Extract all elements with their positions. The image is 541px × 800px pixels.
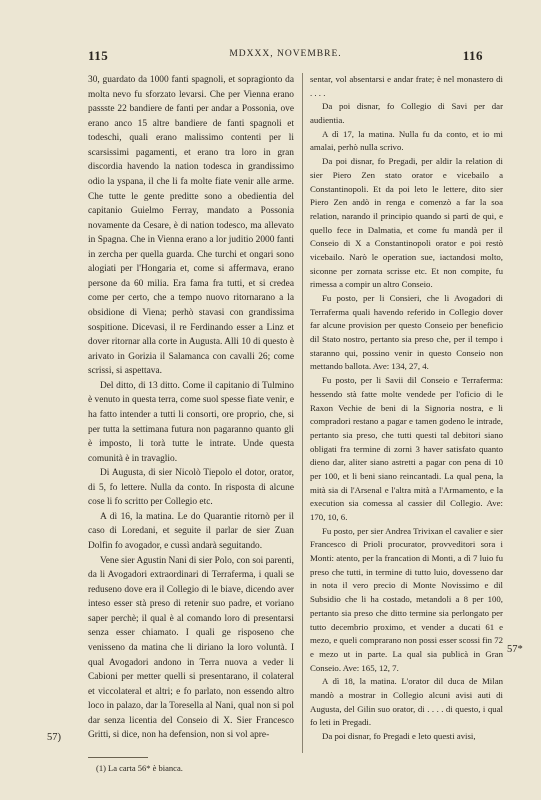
paragraph: Del ditto, di 13 ditto. Come il capitanio di Tulmino è venuto in questa terra, come suol spesse fiate venir, e ha fatto intender a tutti li consorti, ore proprio, che, si per tutta la settimana futura non pagaranno quanto gli è imposto, li torà tutte le intrate. Unde questa comunità è in travaglio. [88,380,294,464]
paragraph: Fu posto, per sier Andrea Trivixan el cavalier e sier Francesco di Prioli procurator, provveditori sora i Monti: atento, per la francation di Monti, a dì 7 luio fu preso che tutti, in termine di tutto luio, dovesseno dar in nota il vero precio di Monte Novissimo e dil Subsidio che li ha costado, metandoli a 8 per 100, pertanto sia preso che ditto termine sia perlongato per tutto decembrio proximo, et vender a ducati 61 e mezo, e queli comprarano non possi esser scossi fin 72 e mezo ut in parte. La qual sia publicà in Gran Conseio. Ave: 165, 12, 7. [310,525,503,673]
paragraph: Di Augusta, di sier Nicolò Tiepolo el dotor, orator, di 5, fo lettere. Nulla da conto. In risposta di alcune cose li fo scritto per Collegio etc. [88,468,294,508]
right-column [310,73,503,744]
paragraph: A dì 18, la matina. L'orator dil duca de Milan mandò a mostrar in Collegio alcuni avisi auti di Augusta, del Gilin suo orator, di . . . . di questo, i qual fo leti in Pregadi. [310,676,503,728]
running-header [88,48,483,70]
paragraph: 30, guardato da 1000 fanti spagnoli, et sopragionto da molta nevo fu sforzato levarsi. Che per Vienna erano passste 22 bandiere de fanti per andar a Possonia, ove erano anco 15 altre bandiere de fanti spagnoli et todeschi, quali erano malissimo contenti per li scarsissimi pagamenti, et erano tra loro in gran discordia havendo la nation todesca in grandissimo odio la yspana, il che li fa molte fiate venir alle arme. Che tutte le gente preditte sono a obedientia del capitanio Guielmo Ferray, mandato a Possonia novamente da Cesare, è di nation todesco, ma allevato in Spagna. Che in Vienna erano a lor juditio 2000 fanti in zercha per quella guarda. Che turchi et ongari sono alogiati per l'Hongaria et, come si affermava, erano persone da 60 milia. Era fama fra tutti, et si credea come per certo, che a tempo nuovo ritornarano a la obsidione di Viena; perhò stavasi con grandissima sospitione. Dicevasi, il re Ferdinando esser a Linz et dover ritornar alla corte in Augusta. Alli 10 di questo è arivato in Gorizia il Salamanca con cavalli 26; come scrissi, si aspettava. [88,75,294,377]
column-divider [302,73,303,753]
paragraph: A dì 17, la matina. Nulla fu da conto, et io mi amalai, perhò nulla scrivo. [310,128,503,153]
paragraph: Da poi disnar, fo Pregadi e leto questi avisi, [322,731,476,741]
left-column [88,73,294,743]
footnote: (1) La carta 56* è bianca. [96,763,183,773]
margin-note-right: 57* [507,644,523,655]
footnote-rule [88,757,148,758]
paragraph: Da poi disnar, fo Pregadi, per aldir la relation di sier Piero Zen stato orator e vicebailo a Constantinopoli. Et da poi leto le lettere, dito sier Piero Zen andò in renga e comenzò a far la soa relation, narando il principio quando si partì de qui, e quello fece in Dalmatia, et come fu mandà per il Conseio di X a Constantinopoli orator e poi restò vicebailo. Narò le operation sue, iactandosi molto, siconne per zornata scrisse etc. Et non compite, fu rimessa a compir un altro Conseio. [310,156,503,290]
paragraph: sentar, vol absentarsi e andar frate; è nel monastero di . . . . [310,74,503,98]
page-number-left: 115 [88,48,109,63]
paragraph: Fu posto, per li Consieri, che li Avogadori di Terraferma quali havendo referido in Collegio dover far alcune provision per questo Conseio per beneficio dil Stato nostro, pertanto sia preso che, per il tempo i staranno qui, possino venir in questo Conseio non mettando ballota. Ave: 134, 27, 4. [310,293,503,372]
paragraph: Vene sier Agustin Nani di sier Polo, con soi parenti, da li Avogadori extraordinari di Terraferma, i quali se reduseno dove era il Collegio di le biave, dicendo aver inteso esser stà preso di retenir suo padre, et voriano saper perchè; il qual è al comando loro di presentarsi senza esser chiamato. I quali ge risposeno che venisseno da matina che li diriano la loro voluntà. I qual Avogadori andono in Terra nuova a veder li Cabioni per metter quelli si presentarano, il colateral et viccolateral et altri; e fo parlato, non essendo altro loco in palazo, dar la Toresella al Nani, qual non si pol dar senza licentia del Conseio di X. Sier Francesco Gritti, si dice, non ha defension, non si vol apre- [88,555,294,741]
page-number-right: 116 [462,48,483,63]
paragraph: A dì 16, la matina. Le do Quarantie ritornò per il caso di Loredani, et seguite il parlar de sier Zuan Dolfin fo avogador, e cussì andarà seguitando. [88,511,294,551]
margin-note-left: 57) [47,732,61,743]
paragraph: Da poi disnar, fo Collegio di Savi per dar audientia. [310,101,503,126]
paragraph: Fu posto, per li Savii dil Conseio e Terraferma: hessendo stà fatte molte vendede per l'oficio di le Raxon Vechie de beni di la Signoria nostra, e li compradori restano a pagar e tamen godeno le intrade, pertanto sia preso, che tutti questi tal debitori siano obligati fra termine di zorni 3 haver satisfato quanto dieno dar, aliter siano astretti a pagar con pena di 10 per 100, et li beni siano reincantadi. La qual pena, la mità sia di l'Arsenal e l'altra mità a l'Armamento, e la execution sia comessa al cassier dil Collegio. Ave: 170, 10, 6. [310,375,503,522]
running-title: MDXXX, NOVEMBRE. [229,49,342,59]
